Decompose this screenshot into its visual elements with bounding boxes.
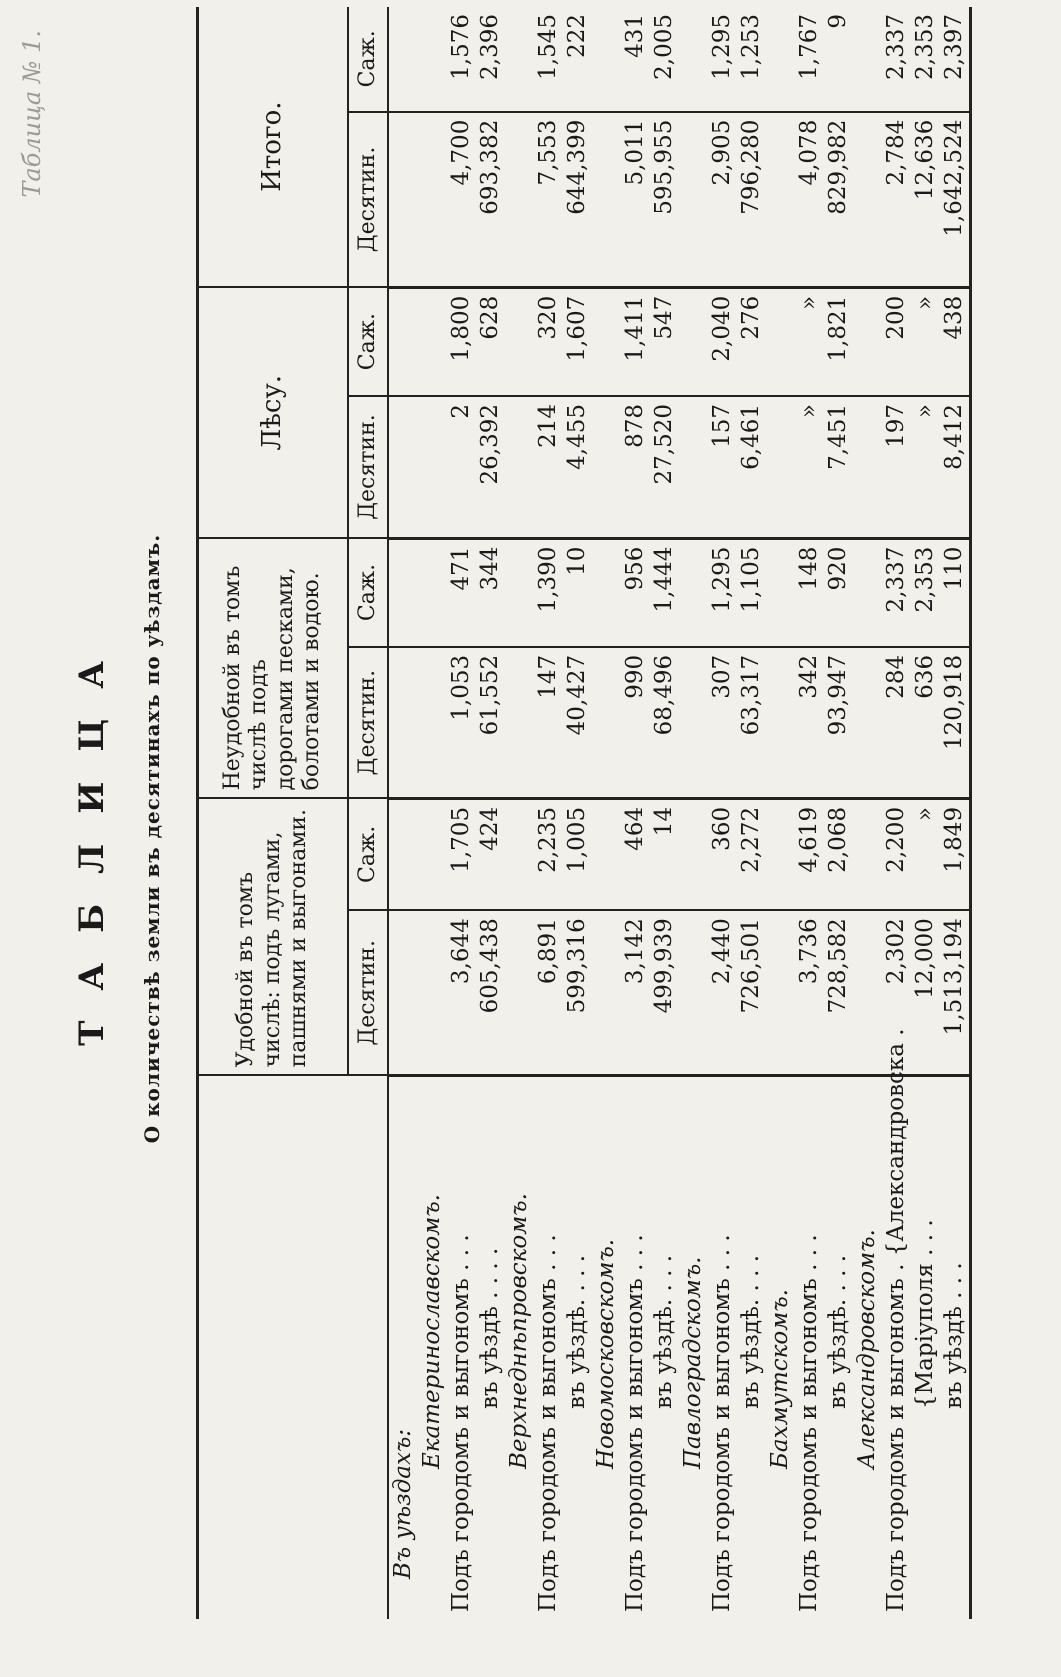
table-cell: 6,461 — [737, 396, 766, 538]
row-label: Подъ городомъ и выгономъ . . . — [622, 1234, 648, 1612]
section-label: Бахмутскомъ. — [766, 1289, 793, 1469]
row-label: въ уѣздѣ. . . . — [824, 1254, 851, 1409]
row-label: въ уѣздѣ . . . — [939, 1075, 970, 1619]
empty-cell — [592, 910, 621, 1075]
table-body — [388, 7, 971, 1619]
empty-cell — [852, 538, 881, 647]
table-cell: 728,582 — [823, 910, 852, 1075]
table-cell: 956 — [621, 538, 650, 647]
table-cell: 438 — [939, 287, 970, 396]
table-cell: 1,444 — [650, 538, 679, 647]
empty-cell — [505, 910, 534, 1075]
table-cell: 424 — [476, 798, 505, 910]
empty-cell — [766, 647, 795, 799]
table-cell: 2,905 — [708, 112, 737, 288]
table-title: ТАБЛИЦА — [72, 631, 112, 1046]
table-cell: 4,700 — [447, 112, 476, 288]
table-cell: 157 — [708, 396, 737, 538]
table-row — [737, 7, 766, 1619]
row-label: въ уѣздѣ. . . . — [650, 1254, 677, 1409]
empty-cell — [418, 7, 447, 112]
table-section-row — [766, 7, 795, 1619]
empty-cell — [505, 287, 534, 396]
empty-cell — [766, 396, 795, 538]
empty-cell — [418, 112, 447, 288]
empty-cell — [505, 396, 534, 538]
table-cell: 3,142 — [621, 910, 650, 1075]
empty-cell — [679, 798, 708, 910]
table-cell: 7,451 — [823, 396, 852, 538]
table-cell: 1,513,194 — [939, 910, 970, 1075]
empty-cell — [418, 798, 447, 910]
table-cell: 12,000 — [910, 910, 939, 1075]
empty-cell — [679, 287, 708, 396]
table-cell: 148 — [794, 538, 823, 647]
table-cell: » — [910, 396, 939, 538]
table-cell: 61,552 — [476, 647, 505, 799]
table-cell: » — [794, 396, 823, 538]
table-cell: 636 — [910, 647, 939, 799]
table-cell: 9 — [823, 7, 852, 112]
empty-cell — [852, 112, 881, 288]
table-cell: 12,636 — [910, 112, 939, 288]
table-cell: 990 — [621, 647, 650, 799]
table-cell: 2,200 — [881, 798, 910, 910]
subheader-sazh: Саж. — [348, 7, 388, 112]
table-cell: 1,253 — [737, 7, 766, 112]
table-cell: 342 — [794, 647, 823, 799]
table-section-row — [505, 7, 534, 1619]
table-cell: 110 — [939, 538, 970, 647]
table-section-row — [592, 7, 621, 1619]
table-row — [621, 7, 650, 1619]
section-label: Верхнеднѣпровскомъ. — [506, 1193, 533, 1469]
table-cell: 796,280 — [737, 112, 766, 288]
table-cell: 6,891 — [534, 910, 563, 1075]
subheader-desyat: Десятин. — [348, 647, 388, 799]
row-label: въ уѣздѣ. . . . — [564, 1254, 591, 1409]
empty-cell — [592, 538, 621, 647]
table-row — [823, 7, 852, 1619]
row-label: Подъ городомъ и выгономъ . . . — [708, 1234, 735, 1612]
table-cell: 40,427 — [563, 647, 592, 799]
empty-cell — [852, 798, 881, 910]
table-cell: » — [910, 798, 939, 910]
empty-cell — [592, 647, 621, 799]
table-cell: 1,295 — [708, 538, 737, 647]
empty-cell — [679, 7, 708, 112]
table-section-row — [852, 7, 881, 1619]
row-label: Подъ городомъ и выгономъ . . . — [535, 1234, 562, 1612]
table-section-row — [679, 7, 708, 1619]
subheader-desyat: Десятин. — [348, 112, 388, 288]
table-cell: 284 — [881, 647, 910, 799]
section-label: Въ уѣздахъ: — [390, 1428, 417, 1579]
table-cell: 2,040 — [708, 287, 737, 396]
table-section-row — [418, 7, 447, 1619]
empty-cell — [852, 910, 881, 1075]
table-cell: 499,939 — [650, 910, 679, 1075]
table-cell: 547 — [650, 287, 679, 396]
table-cell: 2,397 — [939, 7, 970, 112]
table-cell: » — [794, 287, 823, 396]
table-cell: 2,337 — [881, 538, 910, 647]
empty-cell — [592, 112, 621, 288]
table-cell: 1,411 — [621, 287, 650, 396]
empty-cell — [766, 7, 795, 112]
table-row — [476, 7, 505, 1619]
empty-cell — [592, 396, 621, 538]
table-cell: 214 — [534, 396, 563, 538]
table-cell: 1,295 — [708, 7, 737, 112]
table-cell: 2,005 — [650, 7, 679, 112]
table-row — [708, 7, 737, 1619]
empty-cell — [505, 112, 534, 288]
table-cell: 222 — [563, 7, 592, 112]
table-cell: 63,317 — [737, 647, 766, 799]
table-cell: 2 — [447, 396, 476, 538]
empty-cell — [505, 798, 534, 910]
row-label: {Маріуполя . . . — [911, 1219, 938, 1409]
table-cell: 2,396 — [476, 7, 505, 112]
subheader-desyat: Десятин. — [348, 396, 388, 538]
table-cell: 68,496 — [650, 647, 679, 799]
empty-cell — [852, 287, 881, 396]
table-subtitle: О количествѣ земли въ десятинахъ по уѣздамъ. — [140, 533, 164, 1144]
empty-cell — [679, 396, 708, 538]
table-cell: 4,455 — [563, 396, 592, 538]
empty-cell — [418, 538, 447, 647]
table-row — [794, 7, 823, 1619]
empty-cell — [766, 287, 795, 396]
table-cell: 693,382 — [476, 112, 505, 288]
table-cell: 1,005 — [563, 798, 592, 910]
table-cell: 4,078 — [794, 112, 823, 288]
table-cell: 920 — [823, 538, 852, 647]
table-cell: 7,553 — [534, 112, 563, 288]
table-row — [881, 7, 910, 1619]
table-cell: 147 — [534, 647, 563, 799]
table-cell: 2,353 — [910, 538, 939, 647]
table-cell: 5,011 — [621, 112, 650, 288]
empty-cell — [852, 396, 881, 538]
table-cell: 276 — [737, 287, 766, 396]
table-row — [447, 7, 476, 1619]
table-cell: 197 — [881, 396, 910, 538]
row-label: Подъ городомъ и выгономъ . . . — [795, 1234, 822, 1612]
table-cell: 1,849 — [939, 798, 970, 910]
table-cell: 1,576 — [447, 7, 476, 112]
table-cell: 14 — [650, 798, 679, 910]
empty-cell — [505, 538, 534, 647]
table-cell: 344 — [476, 538, 505, 647]
table-cell: 2,784 — [881, 112, 910, 288]
table-cell: 1,105 — [737, 538, 766, 647]
table-row — [563, 7, 592, 1619]
table-cell: 599,316 — [563, 910, 592, 1075]
row-label: Подъ городомъ и выгономъ . . . — [448, 1234, 475, 1612]
table-cell: 829,982 — [823, 112, 852, 288]
table-cell: 2,337 — [881, 7, 910, 112]
table-cell: 431 — [621, 7, 650, 112]
empty-cell — [388, 112, 418, 288]
table-cell: 2,068 — [823, 798, 852, 910]
table-cell: 464 — [621, 798, 650, 910]
table-cell: » — [910, 287, 939, 396]
empty-cell — [388, 287, 418, 396]
table-row — [650, 7, 679, 1619]
header-unusable: Неудобной въ томъ числѣ подъ дорогами песками, болотами и водою. — [198, 538, 348, 798]
empty-cell — [388, 396, 418, 538]
empty-cell — [592, 287, 621, 396]
table-row — [534, 7, 563, 1619]
empty-cell — [679, 910, 708, 1075]
subheader-sazh: Саж. — [348, 287, 388, 396]
table-cell: 2,353 — [910, 7, 939, 112]
table-row — [910, 7, 939, 1619]
empty-cell — [592, 798, 621, 910]
section-label: Новомосковскомъ. — [593, 1238, 620, 1469]
table-cell: 2,235 — [534, 798, 563, 910]
empty-cell — [418, 647, 447, 799]
land-table — [196, 7, 972, 1619]
table-cell: 360 — [708, 798, 737, 910]
header-total: Итого. — [198, 7, 348, 287]
empty-cell — [592, 7, 621, 112]
empty-cell — [679, 538, 708, 647]
table-cell: 1,800 — [447, 287, 476, 396]
row-label: Подъ городомъ и выгономъ . {Александровска . — [882, 1028, 909, 1612]
empty-cell — [766, 112, 795, 288]
table-cell: 1,642,524 — [939, 112, 970, 288]
empty-cell — [388, 910, 418, 1075]
subheader-sazh: Саж. — [348, 798, 388, 910]
empty-cell — [388, 538, 418, 647]
table-cell: 628 — [476, 287, 505, 396]
empty-cell — [418, 396, 447, 538]
table-cell: 1,607 — [563, 287, 592, 396]
header-forest: Лѣсу. — [198, 287, 348, 538]
table-cell: 878 — [621, 396, 650, 538]
row-label: въ уѣздѣ. . . . — [737, 1254, 764, 1409]
header-arable: Удобной въ томъ числѣ: подъ лугами, пашнями и выгонами. — [198, 798, 348, 1075]
table-row — [939, 7, 970, 1619]
table-cell: 200 — [881, 287, 910, 396]
table-cell: 1,821 — [823, 287, 852, 396]
table-cell: 3,736 — [794, 910, 823, 1075]
table-cell: 1,767 — [794, 7, 823, 112]
section-label: Екатеринославскомъ. — [419, 1194, 446, 1469]
table-cell: 1,705 — [447, 798, 476, 910]
table-cell: 644,399 — [563, 112, 592, 288]
empty-cell — [852, 7, 881, 112]
table-cell: 2,302 — [881, 910, 910, 1075]
table-cell: 10 — [563, 538, 592, 647]
table-cell: 2,440 — [708, 910, 737, 1075]
empty-cell — [852, 647, 881, 799]
table-cell: 27,520 — [650, 396, 679, 538]
table-cell: 605,438 — [476, 910, 505, 1075]
empty-cell — [505, 7, 534, 112]
table-cell: 26,392 — [476, 396, 505, 538]
subheader-desyat: Десятин. — [348, 910, 388, 1075]
row-label: въ уѣздѣ . . . . — [477, 1247, 504, 1409]
table-cell: 4,619 — [794, 798, 823, 910]
corner-note: Таблица № 1. — [18, 30, 46, 198]
subheader-sazh: Саж. — [348, 538, 388, 647]
table-cell: 307 — [708, 647, 737, 799]
empty-cell — [418, 287, 447, 396]
table-cell: 120,918 — [939, 647, 970, 799]
empty-cell — [766, 798, 795, 910]
section-label: Александровскомъ. — [853, 1229, 880, 1469]
table-cell: 471 — [447, 538, 476, 647]
table-cell: 320 — [534, 287, 563, 396]
section-label: Павлоградскомъ. — [679, 1256, 706, 1469]
table-cell: 93,947 — [823, 647, 852, 799]
table-cell: 1,053 — [447, 647, 476, 799]
row-label-header — [198, 1075, 388, 1619]
table-cell: 1,545 — [534, 7, 563, 112]
table-section-row — [388, 7, 418, 1619]
empty-cell — [679, 112, 708, 288]
empty-cell — [766, 538, 795, 647]
empty-cell — [679, 647, 708, 799]
table-cell: 1,390 — [534, 538, 563, 647]
empty-cell — [505, 647, 534, 799]
empty-cell — [418, 910, 447, 1075]
table-cell: 8,412 — [939, 396, 970, 538]
table-cell: 595,955 — [650, 112, 679, 288]
table-cell: 726,501 — [737, 910, 766, 1075]
empty-cell — [766, 910, 795, 1075]
empty-cell — [388, 798, 418, 910]
empty-cell — [388, 647, 418, 799]
table-cell: 3,644 — [447, 910, 476, 1075]
empty-cell — [388, 7, 418, 112]
table-cell: 2,272 — [737, 798, 766, 910]
